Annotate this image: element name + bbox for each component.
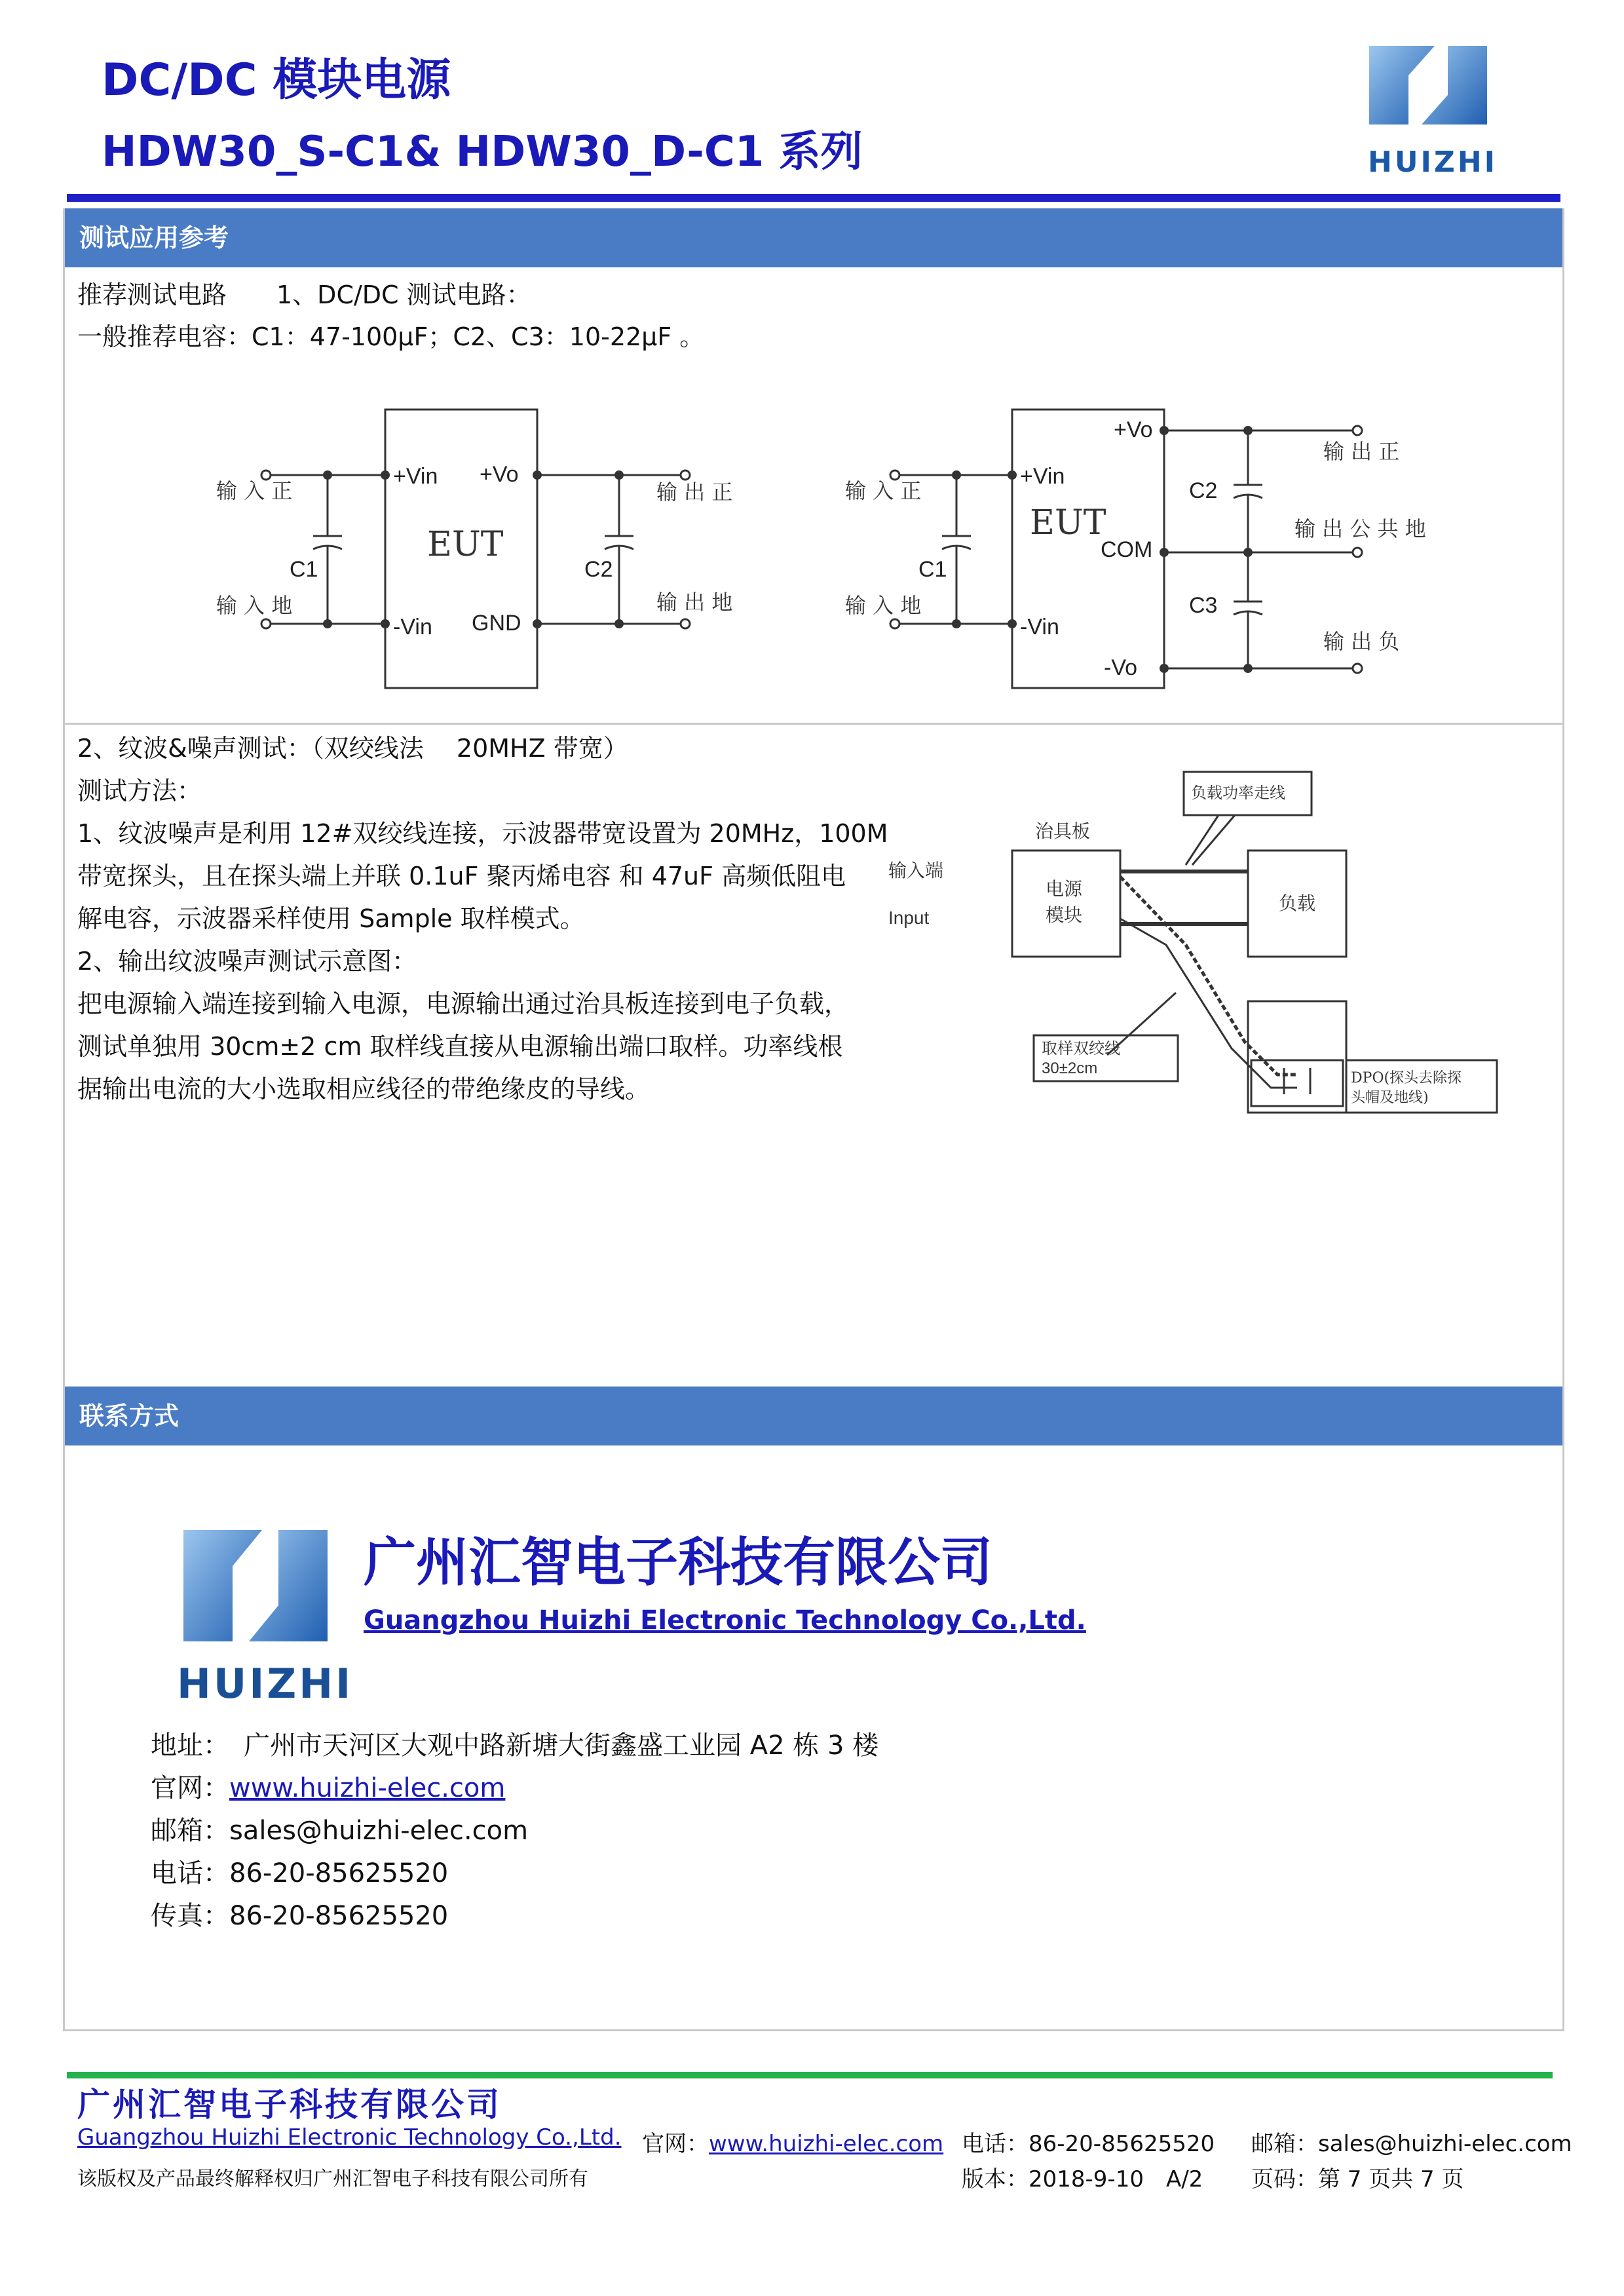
email-label: 邮箱：: [151, 1816, 229, 1846]
single-output-test-circuit: [197, 393, 760, 695]
label-com: COM: [1101, 537, 1153, 562]
label-dpo-2: 头帽及地线): [1351, 1090, 1429, 1106]
label-eut: EUT: [427, 525, 504, 564]
company-name-en: Guangzhou Huizhi Electronic Technology Co.,Ltd.: [364, 1605, 1086, 1636]
label-out-gnd: 输 出 地: [656, 590, 733, 615]
label-in-pos: 输 入 正: [216, 478, 293, 503]
method-line: 解电容，示波器采样使用 Sample 取样模式。: [77, 904, 585, 933]
label-eut-dual: EUT: [1030, 503, 1106, 543]
header-rule: [67, 194, 1560, 202]
footer-company-en: Guangzhou Huizhi Electronic Technology Co.,Ltd.: [77, 2124, 622, 2151]
address-row: [151, 1725, 878, 1762]
section-heading-test: 测试应用参考: [65, 208, 1562, 267]
label-vin-neg-dual: -Vin: [1020, 615, 1059, 640]
website-link[interactable]: www.huizhi-elec.com: [229, 1773, 506, 1803]
label-vin-pos-dual: +Vin: [1020, 464, 1065, 489]
label-vo-neg-dual: -Vo: [1104, 655, 1138, 680]
contact-logo: [177, 1510, 354, 1708]
fax-label: 传真：: [151, 1901, 229, 1931]
label-module-2: 模块: [1046, 904, 1083, 926]
footer-website-link[interactable]: www.huizhi-elec.com: [709, 2131, 944, 2157]
label-fixture: 治具板: [1035, 820, 1091, 842]
header-logo-text: HUIZHI: [1368, 145, 1498, 179]
footer-website-label: 官网：: [642, 2131, 709, 2157]
label-c1: C1: [290, 557, 318, 582]
label-sample-2: 30±2cm: [1042, 1060, 1098, 1077]
label-vo-pos: +Vo: [480, 462, 519, 487]
method-line: 2、输出纹波噪声测试示意图：: [77, 947, 417, 976]
phone-row: [151, 1852, 448, 1890]
label-gnd: GND: [472, 611, 521, 636]
label-c2-dual: C2: [1189, 478, 1218, 503]
header-logo: [1356, 26, 1500, 190]
label-vin-pos: +Vin: [393, 464, 438, 489]
footer-email: 邮箱：sales@huizhi-elec.com: [1251, 2131, 1572, 2157]
company-name-cn: 广州汇智电子科技有限公司: [364, 1532, 992, 1593]
huizhi-logo-large-icon: [177, 1510, 334, 1661]
method-line: 据输出电流的大小选取相应线径的带绝缘皮的导线。: [77, 1075, 651, 1103]
fax-value: 86-20-85625520: [229, 1901, 449, 1931]
label-input-cn: 输入端: [888, 860, 944, 881]
method-line: 测试单独用 30cm±2 cm 取样线直接从电源输出端口取样。功率线根: [77, 1032, 843, 1061]
ripple-test-diagram: [878, 767, 1507, 1120]
label-sample-1: 取样双绞线: [1042, 1039, 1120, 1058]
label-c1-dual: C1: [918, 557, 947, 582]
email-row: [151, 1810, 528, 1847]
address-value: 广州市天河区大观中路新塘大街鑫盛工业园 A2 栋 3 楼: [244, 1731, 879, 1761]
label-vin-neg: -Vin: [393, 615, 432, 640]
label-vo-pos-dual: +Vo: [1114, 417, 1153, 442]
label-c3-dual: C3: [1189, 593, 1218, 618]
label-load: 负载: [1279, 892, 1316, 914]
footer-website-row: [642, 2126, 943, 2158]
label-out-com: 输 出 公 共 地: [1294, 516, 1426, 541]
label-c2: C2: [584, 557, 613, 582]
method-line: 带宽探头，且在探头端上并联 0.1uF 聚丙烯电容 和 47uF 高频低阻电: [77, 862, 846, 890]
label-in-pos-dual: 输 入 正: [845, 478, 922, 503]
method-line: 把电源输入端连接到输入电源，电源输出通过治具板连接到电子负载，: [77, 989, 850, 1018]
email-value: sales@huizhi-elec.com: [229, 1816, 529, 1846]
doc-title: DC/DC 模块电源: [102, 54, 451, 106]
label-out-pos: 输 出 正: [656, 480, 733, 505]
ripple-title: 2、纹波&噪声测试：（双绞线法 20MHZ 带宽）: [77, 734, 628, 763]
label-in-gnd: 输 入 地: [216, 593, 293, 618]
doc-subtitle: HDW30_S-C1& HDW30_D-C1 系列: [102, 128, 863, 176]
footer-company-cn: 广州汇智电子科技有限公司: [77, 2086, 502, 2124]
footer-rule: [67, 2072, 1553, 2078]
label-in-gnd-dual: 输 入 地: [845, 593, 922, 618]
label-power-line: 负载功率走线: [1191, 784, 1285, 802]
phone-label: 电话：: [151, 1858, 229, 1888]
contact-logo-text: HUIZHI: [177, 1660, 354, 1708]
website-row: [151, 1767, 505, 1805]
section-divider: [65, 723, 1562, 725]
label-out-neg: 输 出 负: [1323, 629, 1400, 654]
fax-row: [151, 1895, 448, 1932]
dual-output-test-circuit: [825, 393, 1454, 695]
phone-value: 86-20-85625520: [229, 1858, 449, 1888]
circuit-intro: 推荐测试电路 1、DC/DC 测试电路：: [77, 280, 531, 309]
method-label: 测试方法：: [77, 776, 202, 805]
website-label: 官网：: [151, 1773, 229, 1803]
section-heading-contact: 联系方式: [65, 1387, 1562, 1445]
footer-copyright: 该版权及产品最终解释权归广州汇智电子科技有限公司所有: [77, 2168, 588, 2191]
capacitor-recommendation: 一般推荐电容：C1：47-100μF；C2、C3：10-22μF 。: [77, 322, 705, 351]
label-module-1: 电源: [1046, 878, 1083, 900]
label-out-pos-dual: 输 出 正: [1323, 439, 1400, 464]
label-input-en: Input: [888, 908, 930, 928]
address-label: 地址：: [151, 1731, 229, 1761]
footer-version: 版本：2018-9-10 A/2: [962, 2166, 1203, 2192]
footer-phone: 电话：86-20-85625520: [962, 2131, 1215, 2157]
label-dpo-1: DPO(探头去除探: [1351, 1070, 1462, 1086]
footer-page: 页码：第 7 页共 7 页: [1251, 2166, 1464, 2192]
method-line: 1、纹波噪声是利用 12#双绞线连接，示波器带宽设置为 20MHz，100M: [77, 819, 888, 848]
